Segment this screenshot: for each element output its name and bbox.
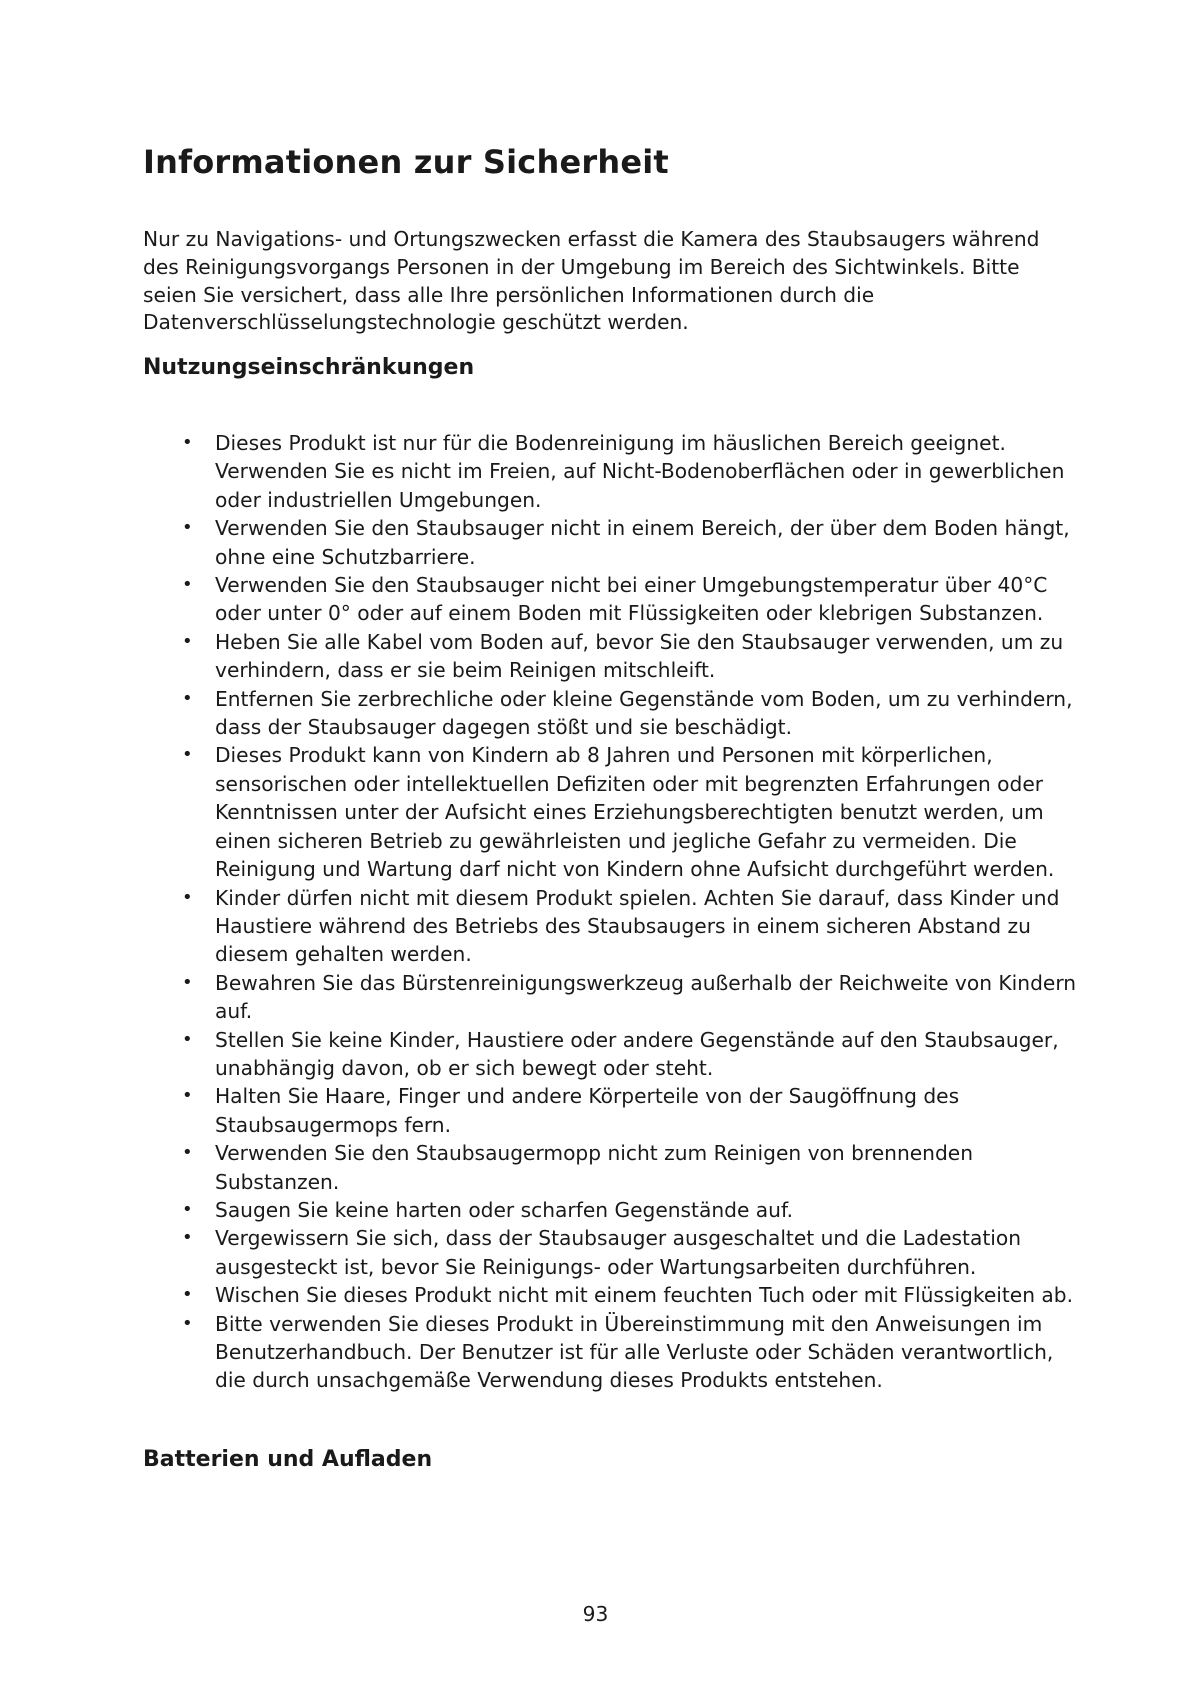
list-item-text: Verwenden Sie den Staubsauger nicht in einem Bereich, der über dem Boden hängt, ohne eine Schutzbarriere. xyxy=(215,516,1070,569)
list-item-text: Verwenden Sie den Staubsaugermopp nicht zum Reinigen von brennenden Substanzen. xyxy=(215,1141,974,1194)
list-item-text: Bewahren Sie das Bürstenreinigungswerkzeug außerhalb der Reichweite von Kindern auf. xyxy=(215,970,1077,1024)
list-item-text: Dieses Produkt ist nur für die Bodenreinigung im häuslichen Bereich geeignet. Verwenden Sie es nicht im Freien, auf Nicht-Bodenoberflächen oder in gewerblichen oder industriellen Umgebungen. xyxy=(215,431,1065,512)
bullet-icon: • xyxy=(182,744,193,766)
list-item xyxy=(143,1026,1083,1083)
list-item xyxy=(143,429,1083,514)
bullet-icon: • xyxy=(182,630,193,652)
list-item xyxy=(143,741,1083,883)
restrictions-list xyxy=(143,429,1083,1395)
list-item xyxy=(143,1224,1083,1281)
page-title: Informationen zur Sicherheit xyxy=(143,143,669,181)
list-item-text: Vergewissern Sie sich, dass der Staubsauger ausgeschaltet und die Ladestation ausgesteckt ist, bevor Sie Reinigungs- oder Wartungsarbeiten durchführen. xyxy=(215,1226,1022,1279)
list-item xyxy=(143,514,1083,571)
list-item xyxy=(143,884,1083,969)
list-item-text: Wischen Sie dieses Produkt nicht mit einem feuchten Tuch oder mit Flüssigkeiten ab. xyxy=(215,1283,1074,1308)
list-item-text: Halten Sie Haare, Finger und andere Körperteile von der Saugöffnung des Staubsaugermops fern. xyxy=(215,1084,960,1137)
list-item xyxy=(143,969,1083,1026)
list-item xyxy=(143,1082,1083,1139)
bullet-icon: • xyxy=(182,1198,193,1220)
section-heading-restrictions: Nutzungseinschränkungen xyxy=(143,355,475,380)
list-item-text: Entfernen Sie zerbrechliche oder kleine Gegenstände vom Boden, um zu verhindern, dass der Staubsauger dagegen stößt und sie beschädigt. xyxy=(215,686,1073,740)
list-item-text: Saugen Sie keine harten oder scharfen Gegenstände auf. xyxy=(215,1197,794,1222)
list-item-text: Verwenden Sie den Staubsauger nicht bei einer Umgebungstemperatur über 40°C oder unter 0° oder auf einem Boden mit Flüssigkeiten oder klebrigen Substanzen. xyxy=(215,573,1048,626)
bullet-icon: • xyxy=(182,517,193,539)
list-item-text: Kinder dürfen nicht mit diesem Produkt spielen. Achten Sie darauf, dass Kinder und Haustiere während des Betriebs des Staubsaugers in einem sicheren Abstand zu diesem gehalten werden. xyxy=(215,885,1060,967)
list-item-text: Stellen Sie keine Kinder, Haustiere oder andere Gegenstände auf den Staubsauger, unabhängig davon, ob er sich bewegt oder steht. xyxy=(215,1027,1059,1080)
bullet-icon: • xyxy=(182,971,193,993)
bullet-icon: • xyxy=(182,432,193,453)
bullet-icon: • xyxy=(182,1085,193,1107)
list-item-text: Dieses Produkt kann von Kindern ab 8 Jahren und Personen mit körperlichen, sensorischen oder intellektuellen Defiziten oder mit begrenzten Erfahrungen oder Kenntnissen unter der Aufsicht eines Erziehungsberechtigten benutzt werden, um einen sicheren Betrieb zu gewährleisten und jegliche Gefahr zu vermeiden. Die Reinigung und Wartung darf nicht von Kindern ohne Aufsicht durchgeführt werden. xyxy=(215,743,1055,882)
section-heading-batteries: Batterien und Aufladen xyxy=(143,1447,433,1472)
list-item xyxy=(143,1196,1083,1224)
list-item xyxy=(143,571,1083,628)
bullet-icon: • xyxy=(182,574,193,596)
list-item-text: Heben Sie alle Kabel vom Boden auf, bevor Sie den Staubsauger verwenden, um zu verhindern, dass er sie beim Reinigen mitschleift. xyxy=(215,629,1064,683)
bullet-icon: • xyxy=(182,1284,193,1306)
bullet-icon: • xyxy=(182,1142,193,1164)
bullet-icon: • xyxy=(182,1227,193,1249)
bullet-icon: • xyxy=(182,1028,193,1050)
page-number: 93 xyxy=(582,1602,609,1626)
bullet-icon: • xyxy=(182,687,193,709)
list-item xyxy=(143,628,1083,685)
list-item xyxy=(143,1139,1083,1196)
list-item xyxy=(143,1310,1083,1395)
list-item xyxy=(143,1281,1083,1309)
list-item xyxy=(143,685,1083,742)
list-item-text: Bitte verwenden Sie dieses Produkt in Übereinstimmung mit den Anweisungen im Benutzerhandbuch. Der Benutzer ist für alle Verluste oder Schäden verantwortlich, die durch unsachgemäße Verwendung dieses Produkts entstehen. xyxy=(215,1311,1054,1393)
bullet-icon: • xyxy=(182,1312,193,1334)
bullet-icon: • xyxy=(182,886,193,908)
intro-paragraph: Nur zu Navigations- und Ortungszwecken erfasst die Kamera des Staubsaugers während des Reinigungsvorgangs Personen in der Umgebung im Bereich des Sichtwinkels. Bitte seien Sie versichert, dass alle Ihre persönlichen Informationen durch die Datenverschlüsselungstechnologie geschützt werden. xyxy=(143,227,1040,335)
